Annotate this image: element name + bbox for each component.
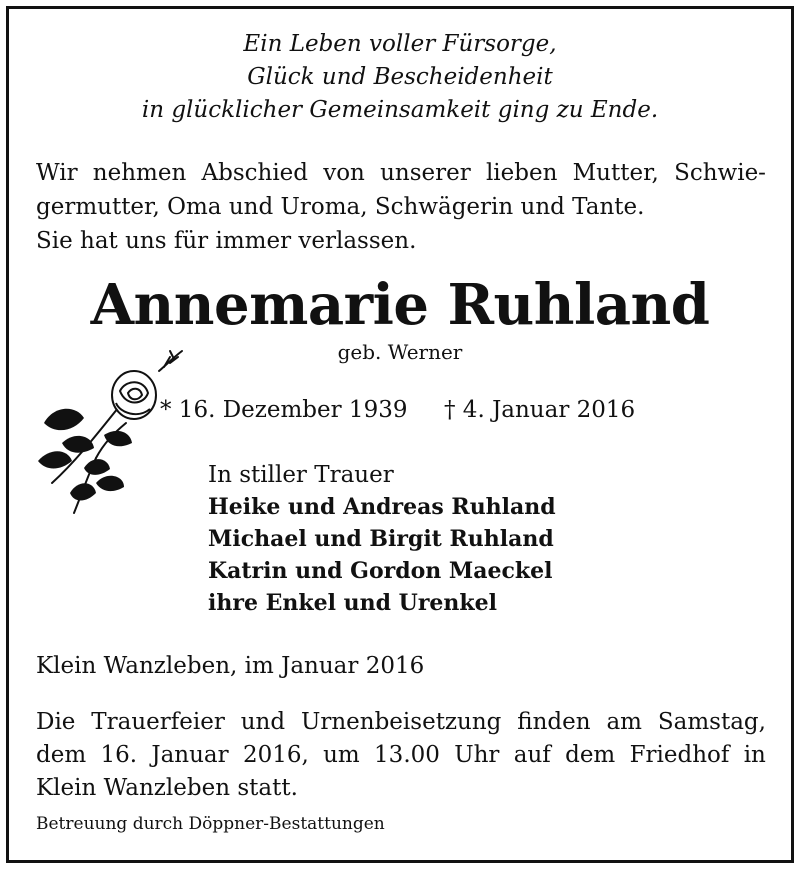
service-word: Die (36, 709, 76, 735)
undertaker-note: Betreuung durch Döppner-Bestattungen (36, 814, 385, 834)
service-word: in (743, 742, 766, 768)
rose-icon (34, 343, 194, 523)
service-word: Trauerfeier (91, 709, 225, 735)
service-notice (36, 706, 766, 805)
mourning-heading: In stiller Trauer (208, 462, 394, 488)
service-word: Uhr (454, 742, 500, 768)
intro-line-2: germutter, Oma und Uroma, Schwägerin und Tante. (36, 194, 645, 220)
place-date: Klein Wanzleben, im Januar 2016 (36, 653, 425, 679)
intro-text (36, 156, 766, 258)
service-word: auf (513, 742, 551, 768)
service-word: und (240, 709, 286, 735)
mourner-name: ihre Enkel und Urenkel (208, 590, 498, 616)
service-word: am (606, 709, 642, 735)
service-line-2 (36, 739, 766, 772)
mourner-name: Katrin und Gordon Maeckel (208, 558, 553, 584)
service-line-1 (36, 706, 766, 739)
intro-word: Abschied (201, 160, 309, 186)
intro-word: Mutter, (572, 160, 659, 186)
service-word: 2016, (242, 742, 309, 768)
motto (0, 28, 800, 127)
service-word: Urnenbeisetzung (300, 709, 502, 735)
intro-word: unserer (380, 160, 471, 186)
birth-date: * 16. Dezember 1939 (160, 397, 408, 423)
intro-word: von (323, 160, 365, 186)
intro-line-3: Sie hat uns für immer verlassen. (36, 228, 417, 254)
death-date: † 4. Januar 2016 (444, 397, 636, 423)
service-word: Samstag, (657, 709, 766, 735)
service-word: 16. (100, 742, 138, 768)
service-word: finden (517, 709, 591, 735)
maiden-name: geb. Werner (337, 340, 463, 364)
service-word: um (323, 742, 360, 768)
motto-line-1: Ein Leben voller Fürsorge, (243, 31, 557, 57)
intro-line-1 (36, 156, 766, 190)
intro-word: Schwie- (674, 160, 766, 186)
motto-line-2: Glück und Bescheidenheit (247, 64, 553, 90)
service-word: Friedhof (629, 742, 730, 768)
service-word: dem (565, 742, 616, 768)
mourners-block (208, 459, 556, 619)
intro-word: lieben (485, 160, 558, 186)
service-word: 13.00 (374, 742, 440, 768)
motto-line-3: in glücklicher Gemeinsamkeit ging zu Ende. (141, 97, 659, 123)
service-line-3: Klein Wanzleben statt. (36, 775, 298, 801)
deceased-name: Annemarie Ruhland (90, 272, 710, 338)
mourner-name: Michael und Birgit Ruhland (208, 526, 554, 552)
service-word: dem (36, 742, 87, 768)
mourner-name: Heike und Andreas Ruhland (208, 494, 556, 520)
service-word: Januar (151, 742, 229, 768)
intro-word: nehmen (92, 160, 187, 186)
intro-word: Wir (36, 160, 78, 186)
